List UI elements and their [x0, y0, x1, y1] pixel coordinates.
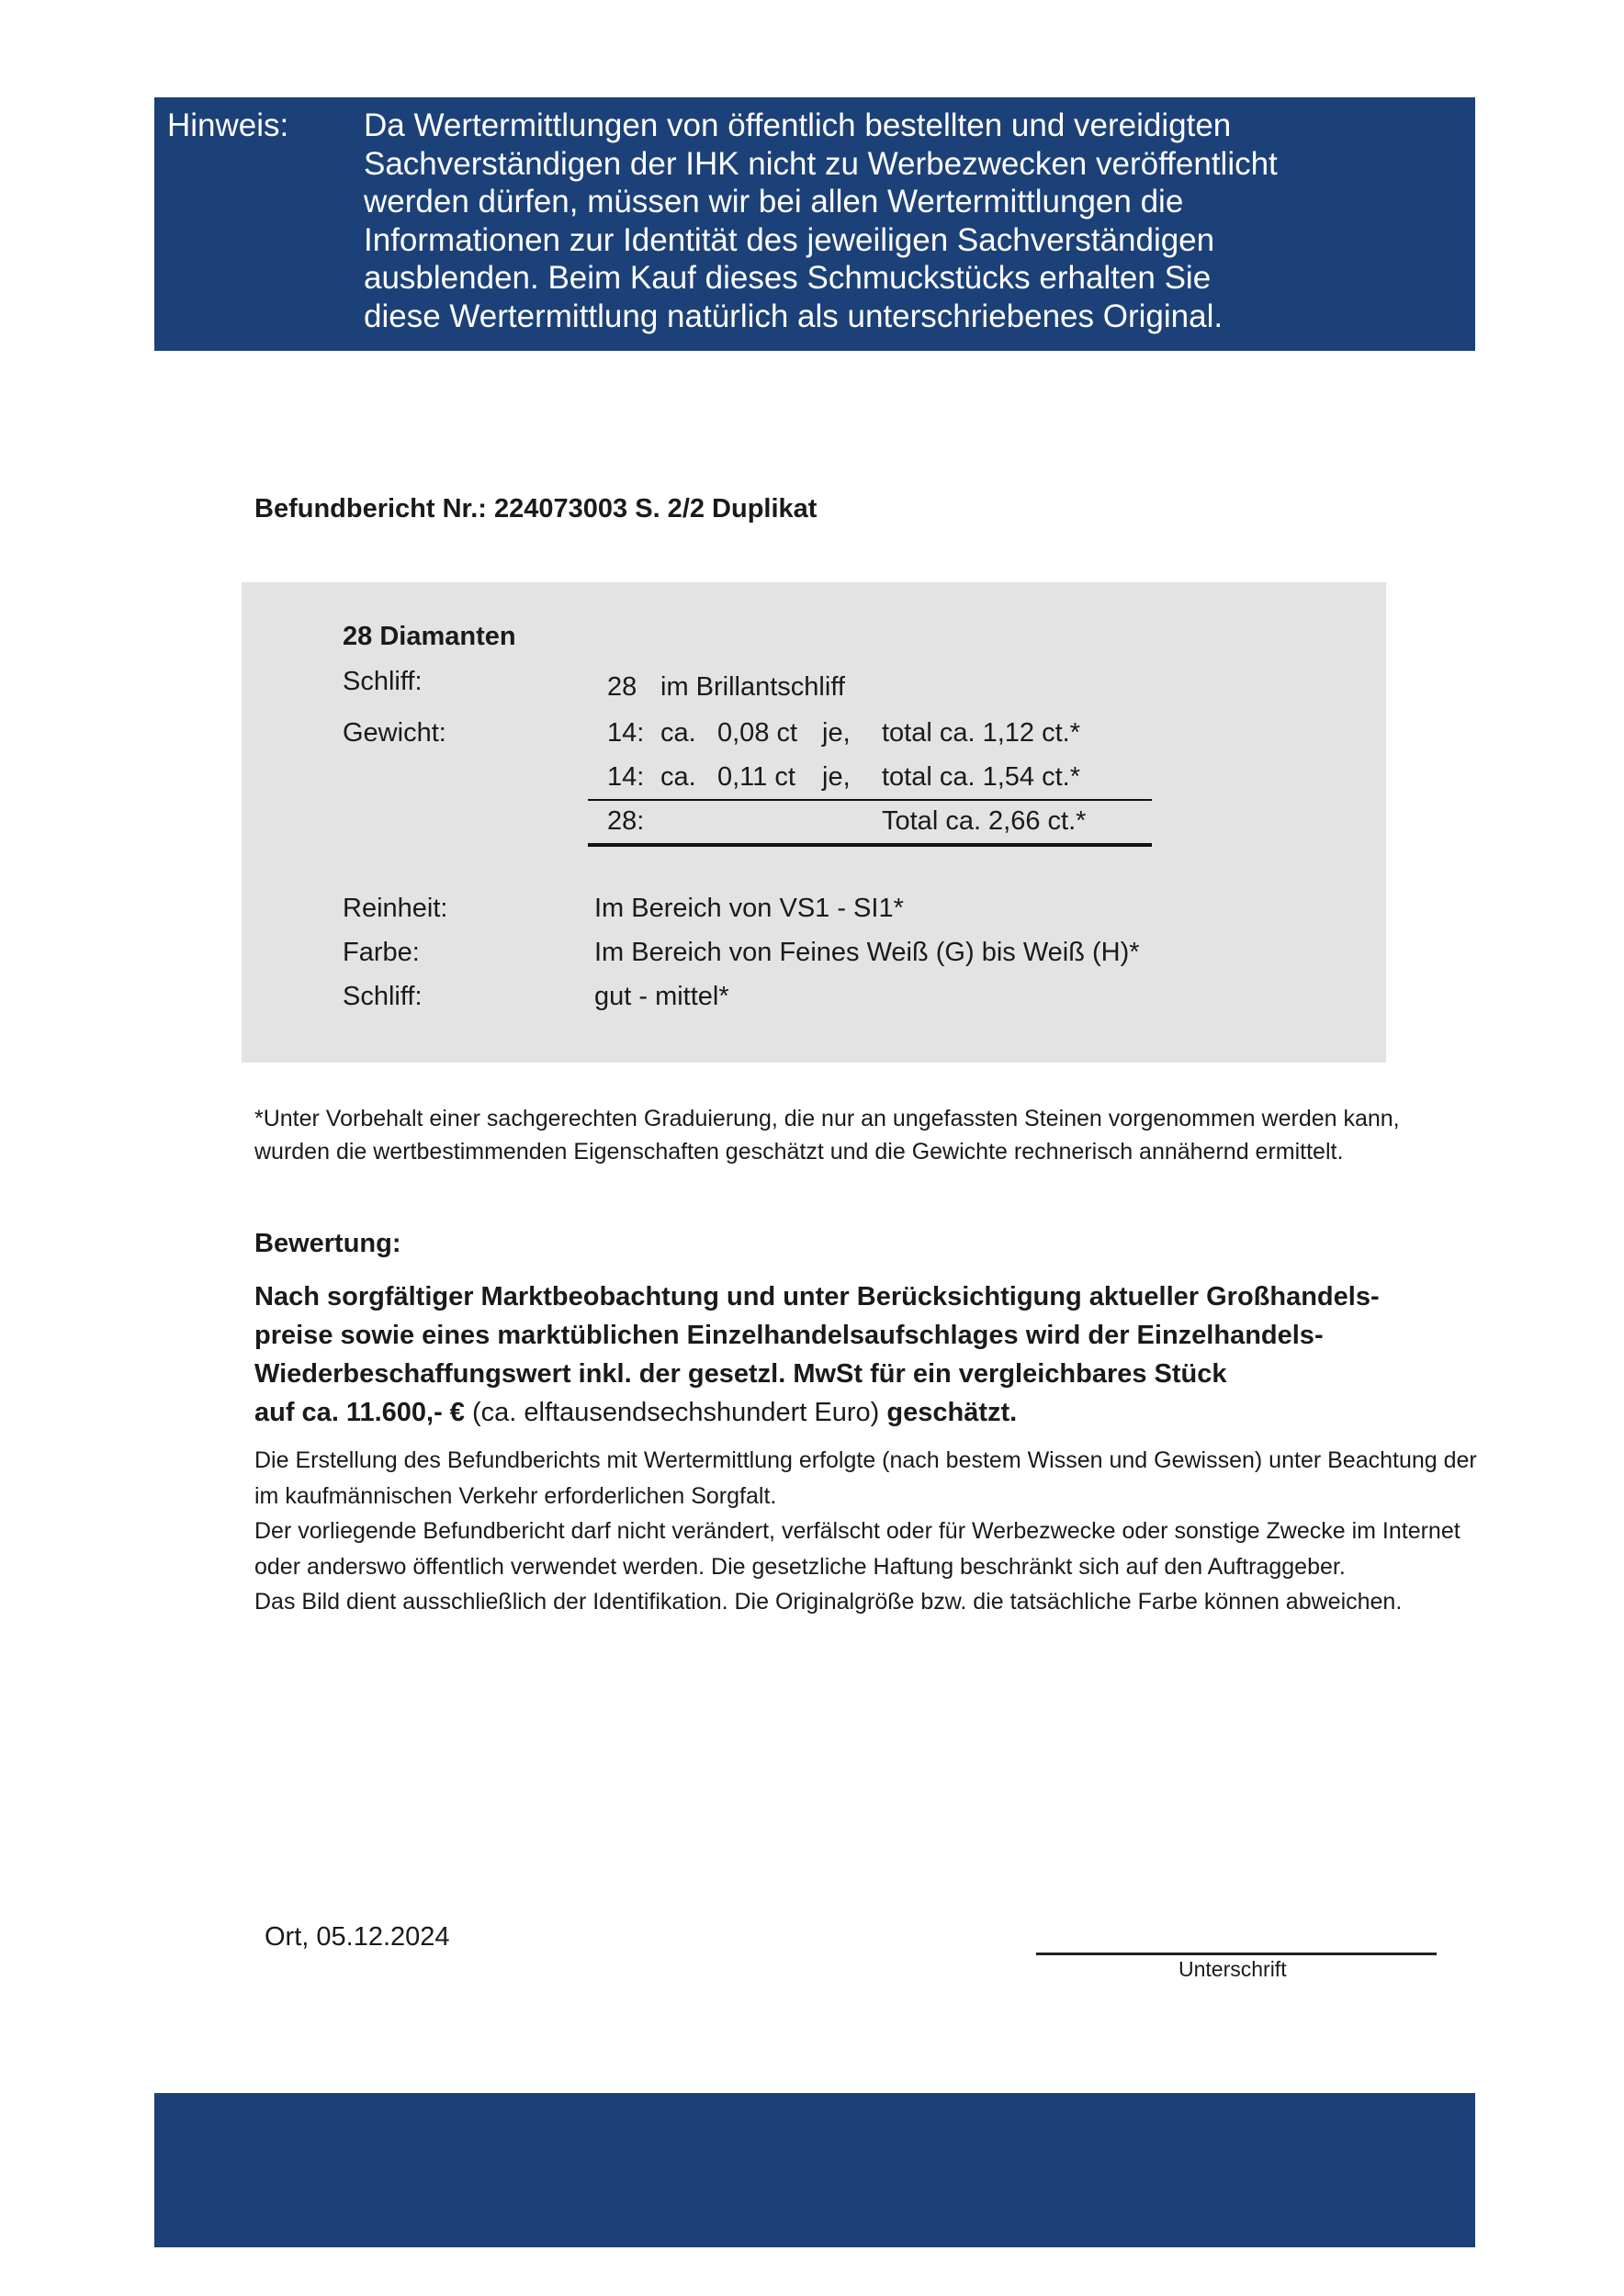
footer-bar [154, 2093, 1475, 2247]
notice-text: Da Wertermittlungen von öffentlich bestellten und vereidigten Sachverständigen der IHK nicht zu Werbezwecken veröffentlicht werden dürfen, müssen wir bei allen Wertermittlungen die Informationen zur Identität des jeweiligen Sachverständigen ausblenden. Beim Kauf dieses Schmuckstücks erhalten Sie diese Wertermittlung natürlich als unterschriebenes Original. [364, 107, 1278, 334]
weight-row-2-carat: 0,11 ct [717, 762, 795, 792]
valuation-statement [254, 1277, 1449, 1432]
valuation-line-2: preise sowie eines marktüblichen Einzelhandelsaufschlages wird der Einzelhandels- [254, 1321, 1324, 1350]
color-label: Farbe: [343, 938, 420, 967]
sum-bottom-rule [588, 843, 1152, 847]
weight-row-1-approx: ca. [660, 718, 696, 748]
weight-row-1-count: 14: [607, 718, 645, 748]
weight-row-1-carat: 0,08 ct [717, 718, 798, 748]
diamond-details-panel [242, 582, 1386, 1063]
notice-banner [154, 97, 1475, 351]
weight-sum-total: Total ca. 2,66 ct.* [882, 806, 1087, 836]
weight-row-2-total: total ca. 1,54 ct.* [882, 762, 1081, 792]
legal-paragraph-usage: Der vorliegende Befundbericht darf nicht verändert, verfälscht oder für Werbezwecke oder sonstige Zwecke im Internet oder anderswo öffentlich verwendet werden. Die gesetzliche Haftung beschränkt sich auf den Auftraggeber. [254, 1518, 1460, 1580]
weight-row-2-each: je, [822, 762, 851, 792]
color-value: Im Bereich von Feines Weiß (G) bis Weiß (H)* [594, 938, 1140, 967]
clarity-value: Im Bereich von VS1 - SI1* [594, 894, 904, 923]
sum-top-rule [588, 799, 1152, 801]
weight-row-2-count: 14: [607, 762, 645, 792]
valuation-amount: auf ca. 11.600,- € [254, 1398, 465, 1427]
cut-label: Schliff: [343, 667, 423, 696]
legal-paragraph-image: Das Bild dient ausschließlich der Identifikation. Die Originalgröße bzw. die tatsächliche Farbe können abweichen. [254, 1589, 1403, 1615]
weight-sum-count: 28: [607, 806, 645, 836]
notice-label: Hinweis: [167, 107, 289, 143]
clarity-label: Reinheit: [343, 894, 448, 923]
weight-row-1-each: je, [822, 718, 851, 748]
valuation-amount-words: (ca. elftausendsechshundert Euro) [472, 1398, 880, 1427]
legal-notes [254, 1443, 1494, 1620]
valuation-line-3: Wiederbeschaffungswert inkl. der gesetzl. MwSt für ein vergleichbares Stück [254, 1359, 1227, 1389]
cut-count: 28 [607, 672, 637, 702]
signature-line [1036, 1953, 1437, 1955]
weight-row-2-approx: ca. [660, 762, 696, 792]
signature-label: Unterschrift [1179, 1957, 1287, 1981]
weight-row-1-total: total ca. 1,12 ct.* [882, 718, 1081, 748]
legal-paragraph-diligence: Die Erstellung des Befundberichts mit Wertermittlung erfolgte (nach bestem Wissen und Gewissen) unter Beachtung der im kaufmännischen Verkehr erforderlichen Sorgfalt. [254, 1447, 1477, 1509]
grading-footnote: *Unter Vorbehalt einer sachgerechten Graduierung, die nur an ungefassten Steinen vorgenommen werden kann, wurden die wertbestimmenden Eigenschaften geschätzt und die Gewichte rechnerisch annähernd ermittelt. [254, 1106, 1400, 1165]
place-date: Ort, 05.12.2024 [265, 1922, 450, 1952]
stones-heading: 28 Diamanten [343, 622, 516, 651]
valuation-amount-line [254, 1393, 1449, 1432]
cut-grade-label: Schliff: [343, 982, 423, 1011]
valuation-heading: Bewertung: [254, 1229, 401, 1258]
valuation-amount-suffix: geschätzt. [886, 1398, 1018, 1427]
cut-value: im Brillantschliff [660, 672, 845, 702]
weight-label: Gewicht: [343, 718, 446, 748]
report-title: Befundbericht Nr.: 224073003 S. 2/2 Duplikat [254, 494, 818, 523]
cut-grade-value: gut - mittel* [594, 982, 729, 1011]
valuation-line-1: Nach sorgfältiger Marktbeobachtung und unter Berücksichtigung aktueller Großhandels- [254, 1282, 1380, 1311]
